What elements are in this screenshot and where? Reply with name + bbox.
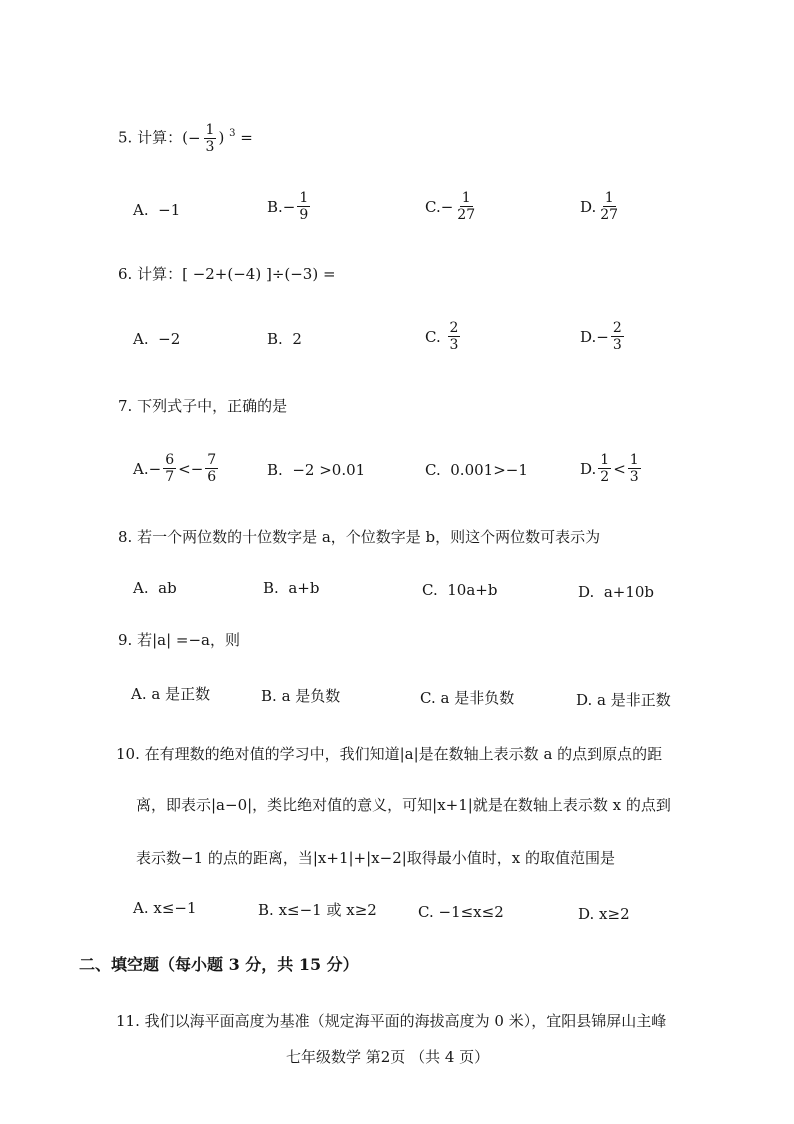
question-8: 8. 若一个两位数的十位数字是 a，个位数字是 b，则这个两位数可表示为: [118, 528, 601, 546]
question-6: 6. 计算：[ −2+(−4) ]÷(−3) =: [118, 265, 336, 283]
q9-option-a[interactable]: A. a 是正数: [131, 685, 211, 703]
question-10-line-3: 表示数−1 的点的距离，当|x+1|+|x−2|取得最小值时，x 的取值范围是: [136, 849, 616, 867]
q8-option-b[interactable]: B. a+b: [263, 579, 320, 597]
q10-option-c[interactable]: C. −1≤x≤2: [418, 903, 504, 921]
q10-option-b[interactable]: B. x≤−1 或 x≥2: [258, 901, 377, 919]
q6-option-b[interactable]: B. 2: [267, 330, 302, 348]
question-9: 9. 若|a| =−a，则: [118, 631, 240, 649]
section-2-title: 二、填空题（每小题 3 分，共 15 分）: [79, 955, 359, 974]
q5-prefix: 5. 计算：(: [118, 128, 188, 147]
q5-option-b[interactable]: B. − $\frac{1}{9}$: [267, 190, 309, 223]
question-10-line-1: 10. 在有理数的绝对值的学习中，我们知道|a|是在数轴上表示数 a 的点到原点的距: [116, 745, 663, 763]
q8-option-d[interactable]: D. a+10b: [578, 583, 655, 601]
q7-option-c[interactable]: C. 0.001>−1: [425, 461, 528, 479]
q10-option-a[interactable]: A. x≤−1: [133, 899, 197, 917]
question-5: 5. 计算：(− $\frac{1}{3}$ ) $^3$ =: [118, 122, 253, 155]
q8-option-a[interactable]: A. ab: [133, 579, 177, 597]
q9-option-b[interactable]: B. a 是负数: [261, 687, 341, 705]
q10-option-d[interactable]: D. x≥2: [578, 905, 630, 923]
q5-sign: −: [187, 128, 201, 147]
q8-option-c[interactable]: C. 10a+b: [422, 581, 498, 599]
q7-option-d[interactable]: D. $\frac{1}{2}$ < $\frac{1}{3}$: [580, 452, 639, 485]
q5-option-d[interactable]: D. $\frac{1}{27}$: [580, 190, 619, 223]
question-10-line-2: 离，即表示|a−0|，类比绝对值的意义，可知|x+1|就是在数轴上表示数 x 的点到: [136, 796, 671, 814]
q5-exponent: 3: [229, 127, 236, 139]
q9-option-d[interactable]: D. a 是非正数: [576, 691, 671, 709]
q5-option-c[interactable]: C. − $\frac{1}{27}$: [425, 190, 476, 223]
q5-option-a[interactable]: A. −1: [133, 201, 181, 219]
q5-fraction: $\frac{1}{3}$: [205, 122, 215, 155]
question-11-line-1: 11. 我们以海平面高度为基准（规定海平面的海拔高度为 0 米），宜阳县锦屏山主峰: [116, 1012, 667, 1030]
question-7: 7. 下列式子中，正确的是: [118, 397, 288, 415]
page-footer: 七年级数学 第2页 （共 4 页）: [286, 1048, 490, 1066]
q7-option-a[interactable]: A. − $\frac{6}{7}$ < − $\frac{7}{6}$: [133, 452, 217, 485]
q9-option-c[interactable]: C. a 是非负数: [420, 689, 515, 707]
q6-option-c[interactable]: C. $\frac{2}{3}$: [425, 320, 459, 353]
q6-option-a[interactable]: A. −2: [133, 330, 181, 348]
q6-option-d[interactable]: D. − $\frac{2}{3}$: [580, 320, 622, 353]
q7-option-b[interactable]: B. −2 >0.01: [267, 461, 366, 479]
